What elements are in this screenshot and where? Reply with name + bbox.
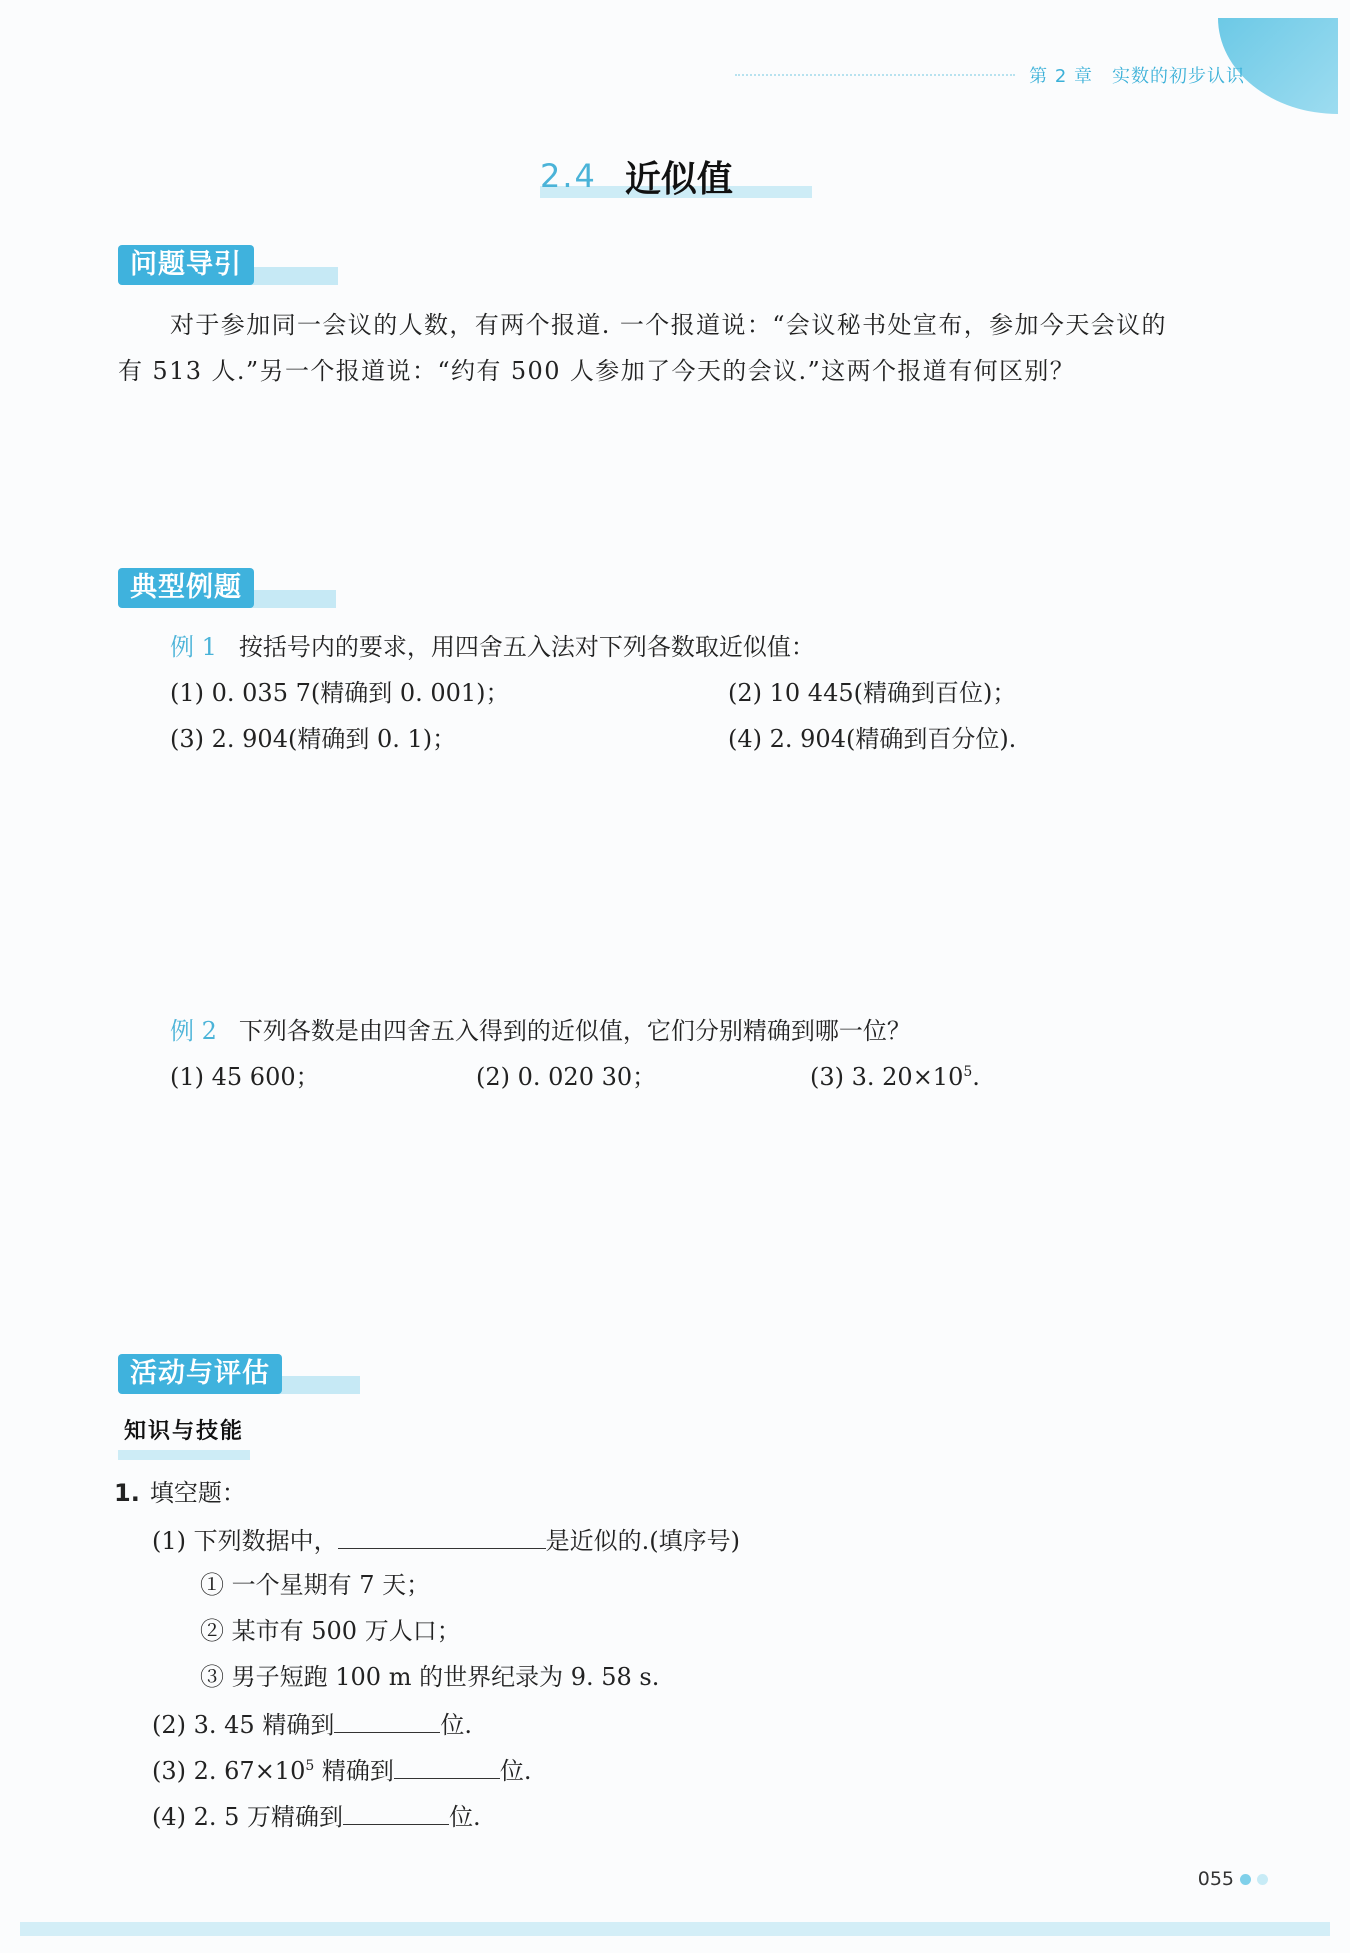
example1-label: 例 1	[170, 633, 217, 661]
guide-line-2: 有 513 人.”另一个报道说：“约有 500 人参加了今天的会议.”这两个报道有何区别？	[118, 357, 1076, 385]
tag-examples-label: 典型例题	[118, 568, 254, 608]
example1-item-1: (1) 0. 035 7(精确到 0. 001)；	[170, 679, 510, 707]
section-title-text: 近似值	[624, 158, 733, 200]
tag-activity	[118, 1354, 282, 1394]
section-title	[540, 150, 733, 202]
tag-guide	[118, 245, 254, 285]
page-dot-icon	[1240, 1874, 1251, 1885]
example1-header	[170, 630, 815, 664]
option-2: ② 某市有 500 万人口；	[200, 1617, 461, 1645]
question-1-part-3: (3) 2. $67\times 10^5$ 精确到 位.	[152, 1752, 532, 1788]
tag-activity-label: 活动与评估	[118, 1354, 282, 1394]
question-1-text: 填空题：	[149, 1479, 246, 1507]
example1-prompt: 按括号内的要求，用四舍五入法对下列各数取近似值：	[238, 633, 815, 661]
guide-line-1: 对于参加同一会议的人数，有两个报道. 一个报道说：“会议秘书处宣布，参加今天会议的	[170, 311, 1167, 339]
option-1: ① 一个星期有 7 天；	[200, 1571, 431, 1599]
example2-label: 例 2	[170, 1017, 217, 1045]
chapter-header: 第 2 章 实数的初步认识	[1029, 66, 1245, 87]
example2-item-1: (1) 45 600；	[170, 1063, 320, 1091]
question-1	[114, 1476, 246, 1510]
question-1-part-2: (2) 3. 45 精确到 位.	[152, 1706, 472, 1742]
example2-item-3: (3) 3. $20\times 10^5$.	[810, 1063, 980, 1091]
answer-blank-4[interactable]	[343, 1798, 449, 1825]
tag-knowledge: 知识与技能	[118, 1418, 250, 1460]
footer-bar	[20, 1922, 1330, 1936]
example1-item-3: (3) 2. 904(精确到 0. 1)；	[170, 725, 457, 753]
tag-examples	[118, 568, 254, 608]
header-dotted-line	[735, 74, 1015, 76]
page-number: 055	[1198, 1868, 1268, 1890]
answer-blank-1[interactable]	[338, 1522, 546, 1549]
answer-blank-2[interactable]	[334, 1706, 440, 1733]
question-1-number: 1.	[114, 1479, 140, 1507]
example1-item-4: (4) 2. 904(精确到百分位).	[728, 725, 1017, 753]
answer-blank-3[interactable]	[394, 1752, 500, 1779]
section-number: 2.4	[540, 157, 597, 195]
example1-item-2: (2) 10 445(精确到百位)；	[728, 679, 1017, 707]
example2-item-2: (2) 0. 020 30；	[476, 1063, 657, 1091]
question-1-part-1: (1) 下列数据中， 是近似的.(填序号)	[152, 1522, 740, 1558]
question-1-part-4: (4) 2. 5 万精确到 位.	[152, 1798, 481, 1834]
page-dot-light-icon	[1257, 1874, 1268, 1885]
tag-guide-label: 问题导引	[118, 245, 254, 285]
example2-prompt: 下列各数是由四舍五入得到的近似值，它们分别精确到哪一位？	[238, 1017, 911, 1045]
option-3: ③ 男子短跑 100 m 的世界纪录为 9. 58 s.	[200, 1663, 660, 1691]
example2-header	[170, 1014, 911, 1048]
